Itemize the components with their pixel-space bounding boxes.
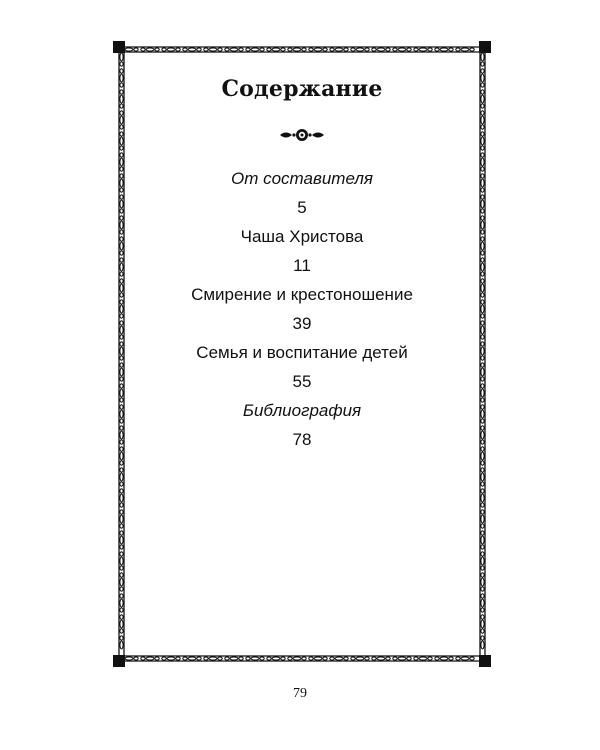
chain-link: [481, 578, 484, 586]
chain-link: [351, 657, 355, 660]
chain-link: [125, 657, 133, 660]
chain-link: [188, 48, 196, 51]
chain-link: [281, 657, 285, 660]
chain-link: [218, 657, 222, 660]
chain-link: [481, 503, 484, 507]
chain-link: [120, 503, 123, 507]
chain-link: [481, 531, 484, 535]
chain-link: [146, 657, 154, 660]
border-corner-square: [479, 41, 491, 53]
chain-link: [120, 620, 123, 628]
chain-link: [335, 48, 343, 51]
chain-link: [120, 573, 123, 577]
chain-link: [386, 48, 390, 51]
chain-link: [260, 657, 264, 660]
chain-link: [218, 48, 222, 51]
chain-link: [120, 53, 123, 61]
chain-link: [267, 657, 271, 660]
chain-link: [435, 48, 439, 51]
toc-entry[interactable]: [113, 222, 491, 280]
toc-entry-page[interactable]: 11: [293, 256, 311, 275]
chain-link: [481, 489, 484, 493]
chain-link: [120, 594, 123, 598]
chain-link: [428, 657, 432, 660]
chain-link: [481, 599, 484, 607]
chain-link: [246, 657, 250, 660]
chain-link: [481, 116, 484, 124]
chain-link: [481, 594, 484, 598]
chain-link: [120, 536, 123, 544]
chain-link: [272, 657, 280, 660]
chain-link: [481, 620, 484, 628]
chain-link: [481, 557, 484, 565]
chain-link: [120, 62, 123, 66]
chain-link: [134, 657, 138, 660]
chain-link: [176, 657, 180, 660]
chain-link: [120, 566, 123, 570]
chain-link: [481, 545, 484, 549]
chain-link: [449, 48, 453, 51]
chain-link: [167, 48, 175, 51]
chain-link: [125, 48, 133, 51]
chain-link: [120, 557, 123, 565]
chain-link: [377, 48, 385, 51]
toc-entry-page[interactable]: 5: [297, 198, 307, 217]
chain-link: [481, 62, 484, 66]
chain-link: [167, 657, 175, 660]
chain-link: [204, 48, 208, 51]
chain-link: [481, 573, 484, 577]
chain-link: [481, 510, 484, 514]
chain-link: [470, 48, 474, 51]
chain-link: [456, 48, 460, 51]
chain-link: [414, 657, 418, 660]
chain-link: [120, 116, 123, 124]
chain-link: [481, 482, 484, 486]
chain-link: [141, 48, 145, 51]
chain-link: [302, 48, 306, 51]
chain-link: [120, 608, 123, 612]
toc-entry-title[interactable]: От составителя: [230, 169, 374, 188]
chain-link: [481, 641, 484, 649]
toc-entry[interactable]: [113, 396, 491, 454]
toc-entry-title[interactable]: Чаша Христова: [240, 227, 364, 246]
chain-link: [314, 657, 322, 660]
chain-link: [239, 48, 243, 51]
chain-link: [293, 657, 301, 660]
chain-link: [330, 657, 334, 660]
chain-link: [120, 587, 123, 591]
chain-link: [481, 468, 484, 472]
chain-link: [481, 552, 484, 556]
chain-link: [407, 657, 411, 660]
chain-link: [183, 48, 187, 51]
chain-link: [407, 48, 411, 51]
chain-link: [225, 657, 229, 660]
chain-link: [155, 48, 159, 51]
chain-link: [120, 552, 123, 556]
chain-link: [120, 524, 123, 528]
chain-link: [239, 657, 243, 660]
chain-link: [435, 657, 439, 660]
chain-link: [356, 48, 364, 51]
chain-link: [309, 657, 313, 660]
chain-link: [481, 636, 484, 640]
chain-link: [481, 629, 484, 633]
chain-link: [481, 608, 484, 612]
chain-link: [440, 657, 448, 660]
chain-link: [414, 48, 418, 51]
chain-link: [481, 104, 484, 108]
vignette-ornament-icon: [278, 128, 326, 142]
chain-link: [351, 48, 355, 51]
chain-link: [120, 111, 123, 115]
chain-link: [146, 48, 154, 51]
chain-link: [272, 48, 280, 51]
chain-link: [120, 578, 123, 586]
chain-link: [377, 657, 385, 660]
chain-link: [230, 48, 238, 51]
chain-link: [365, 48, 369, 51]
chain-link: [481, 536, 484, 544]
chain-link: [481, 515, 484, 523]
chain-link: [481, 461, 484, 465]
chain-link: [372, 657, 376, 660]
chain-link: [335, 657, 343, 660]
chain-link: [120, 510, 123, 514]
chain-link: [188, 657, 196, 660]
chain-link: [461, 657, 469, 660]
chain-link: [120, 473, 123, 481]
toc-entry-title[interactable]: Семья и воспитание детей: [196, 343, 408, 362]
chain-link: [176, 48, 180, 51]
chain-link: [302, 657, 306, 660]
chain-link: [155, 657, 159, 660]
chain-link: [120, 137, 123, 145]
chain-link: [120, 531, 123, 535]
chain-link: [470, 657, 474, 660]
chain-link: [120, 494, 123, 502]
chain-link: [120, 615, 123, 619]
chain-link: [288, 48, 292, 51]
chain-link: [251, 48, 259, 51]
chain-link: [419, 657, 427, 660]
chain-link: [120, 636, 123, 640]
toc-entry-title[interactable]: Смирение и крестоношение: [191, 285, 413, 304]
chain-link: [120, 461, 123, 465]
chain-link: [356, 657, 364, 660]
chain-link: [267, 48, 271, 51]
chain-link: [314, 48, 322, 51]
toc-entry-page[interactable]: 55: [292, 372, 312, 391]
chain-link: [481, 566, 484, 570]
toc-entry[interactable]: [113, 338, 491, 396]
chain-link: [293, 48, 301, 51]
chain-link: [197, 657, 201, 660]
chain-link: [449, 657, 453, 660]
chain-link: [481, 137, 484, 145]
chain-link: [428, 48, 432, 51]
chain-link: [393, 48, 397, 51]
chain-link: [209, 657, 217, 660]
chain-link: [120, 629, 123, 633]
toc-entry-page[interactable]: 78: [292, 430, 312, 449]
chain-link: [204, 657, 208, 660]
chain-link: [330, 48, 334, 51]
chain-link: [344, 657, 348, 660]
chain-link: [120, 104, 123, 108]
chain-link: [398, 657, 406, 660]
chain-link: [120, 545, 123, 549]
chain-link: [372, 48, 376, 51]
chain-link: [481, 494, 484, 502]
chain-link: [323, 48, 327, 51]
chain-link: [246, 48, 250, 51]
chain-link: [481, 587, 484, 591]
chain-link: [481, 473, 484, 481]
chain-link: [120, 489, 123, 493]
border-corner-square: [479, 655, 491, 667]
chain-link: [461, 48, 469, 51]
chain-link: [134, 48, 138, 51]
chain-link: [481, 111, 484, 115]
chain-link: [120, 641, 123, 649]
chain-link: [440, 48, 448, 51]
chain-link: [481, 524, 484, 528]
toc-entry[interactable]: [113, 164, 491, 222]
chain-link: [162, 48, 166, 51]
chain-link: [481, 53, 484, 61]
chain-link: [481, 146, 484, 150]
toc-entry-title[interactable]: Библиография: [242, 401, 362, 420]
chain-link: [120, 482, 123, 486]
chain-link: [120, 468, 123, 472]
chain-link: [481, 132, 484, 136]
chain-link: [260, 48, 264, 51]
chain-link: [120, 599, 123, 607]
table-of-contents: [113, 164, 491, 454]
chain-link: [344, 48, 348, 51]
chain-link: [481, 153, 484, 157]
border-corner-square: [113, 655, 125, 667]
chain-link: [120, 125, 123, 129]
page-title: Содержание: [221, 76, 383, 102]
chain-link: [481, 615, 484, 619]
chain-link: [141, 657, 145, 660]
chain-link: [481, 69, 484, 73]
border-corner-square: [113, 41, 125, 53]
chain-link: [398, 48, 406, 51]
chain-link: [230, 657, 238, 660]
chain-link: [120, 146, 123, 150]
chain-link: [162, 657, 166, 660]
chain-link: [456, 657, 460, 660]
chain-link: [323, 657, 327, 660]
chain-link: [288, 657, 292, 660]
chain-link: [393, 657, 397, 660]
chain-link: [281, 48, 285, 51]
chain-link: [481, 125, 484, 129]
chain-link: [120, 132, 123, 136]
chain-link: [209, 48, 217, 51]
chain-link: [225, 48, 229, 51]
chain-link: [251, 657, 259, 660]
chain-link: [386, 657, 390, 660]
chain-link: [365, 657, 369, 660]
chain-link: [419, 48, 427, 51]
chain-link: [120, 69, 123, 73]
toc-entry[interactable]: [113, 280, 491, 338]
toc-entry-page[interactable]: 39: [292, 314, 312, 333]
chain-link: [120, 515, 123, 523]
page-number: 79: [293, 686, 307, 701]
chain-link: [183, 657, 187, 660]
chain-link: [197, 48, 201, 51]
chain-link: [120, 153, 123, 157]
chain-link: [309, 48, 313, 51]
